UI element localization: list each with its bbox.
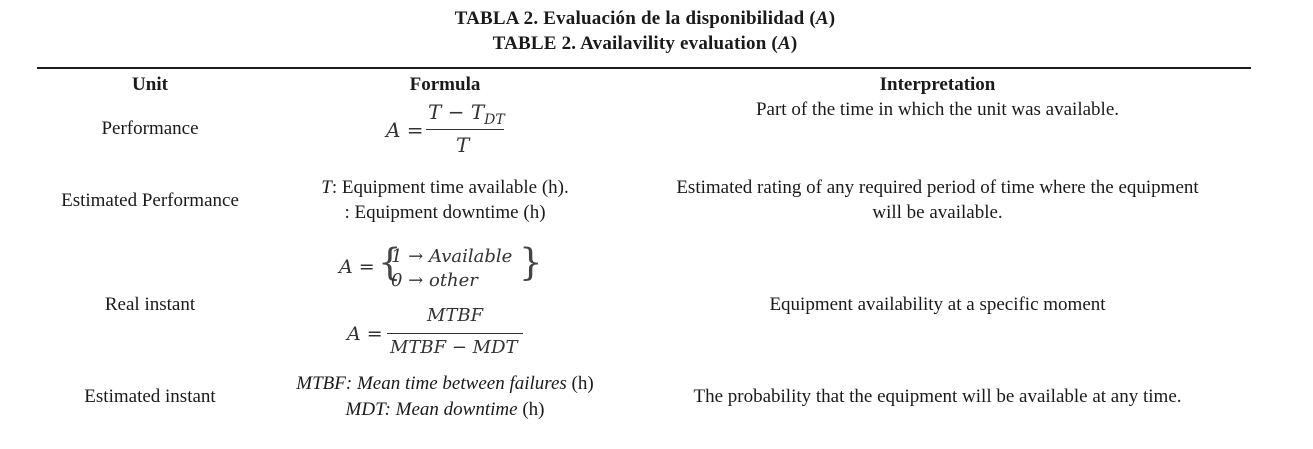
row-estimated-performance-interpretation-line1: Estimated rating of any required period of time where the equipment [676, 177, 1199, 198]
header-unit: Unit [132, 74, 168, 95]
header-formula: Formula [409, 74, 481, 95]
formula-note-var: T [321, 177, 332, 198]
case-other: 0 → other [391, 270, 478, 291]
left-brace: { [378, 241, 402, 284]
formula-note-mtbf [270, 371, 620, 396]
formula-numerator-text: T − T [428, 100, 485, 124]
formula-numerator [428, 100, 505, 128]
right-brace: } [519, 241, 543, 284]
title-es-var: A [815, 8, 829, 29]
formula-note-time [270, 175, 620, 200]
formula-note-var: MTBF: Mean time between failures [296, 373, 567, 394]
case-available: 1 → Available [391, 246, 513, 267]
row-performance-interpretation: Part of the time in which the unit was available. [755, 99, 1119, 120]
formula-note-text: (h) [566, 373, 594, 394]
title-en-var: A [777, 33, 791, 54]
table-top-rule [37, 67, 1251, 69]
header-interpretation: Interpretation [879, 74, 996, 95]
title-en-suffix: ) [790, 33, 798, 54]
row-estimated-performance-interpretation-line2: will be available. [872, 202, 1003, 223]
mtbf-lhs: A = [347, 323, 383, 345]
formula-note-text: : Equipment time available (h). [331, 177, 569, 198]
row-real-instant-unit: Real instant [104, 294, 196, 315]
title-es-suffix: ) [828, 8, 836, 29]
row-real-instant-interpretation: Equipment availability at a specific moment [769, 294, 1106, 315]
row-estimated-performance-unit: Estimated Performance [61, 190, 239, 211]
row-estimated-instant-unit: Estimated instant [84, 386, 216, 407]
formula-note-downtime [270, 200, 620, 225]
formula-note-text: : Equipment downtime (h) [344, 202, 546, 223]
formula-lhs: A = [386, 118, 424, 142]
formula-note-mdt [270, 397, 620, 422]
title-en-text: TABLE 2. Availavility evaluation ( [492, 33, 778, 54]
formula-numerator-subscript: DT [484, 112, 505, 128]
cases-lhs: A = [339, 256, 375, 278]
table-title-spanish [0, 8, 1290, 30]
title-es-text: TABLA 2. Evaluación de la disponibilidad ( [454, 8, 816, 29]
mtbf-numerator: MTBF [427, 305, 484, 326]
formula-note-text: (h) [517, 399, 545, 420]
table-title-english [0, 33, 1290, 55]
row-performance-unit: Performance [101, 118, 199, 139]
fraction-bar [387, 333, 523, 334]
mtbf-denominator: MTBF − MDT [390, 337, 518, 358]
formula-note-var: MDT: Mean downtime [345, 399, 518, 420]
fraction-bar [426, 129, 504, 130]
formula-denominator: T [456, 133, 470, 157]
row-estimated-instant-interpretation: The probability that the equipment will be available at any time. [693, 386, 1182, 407]
